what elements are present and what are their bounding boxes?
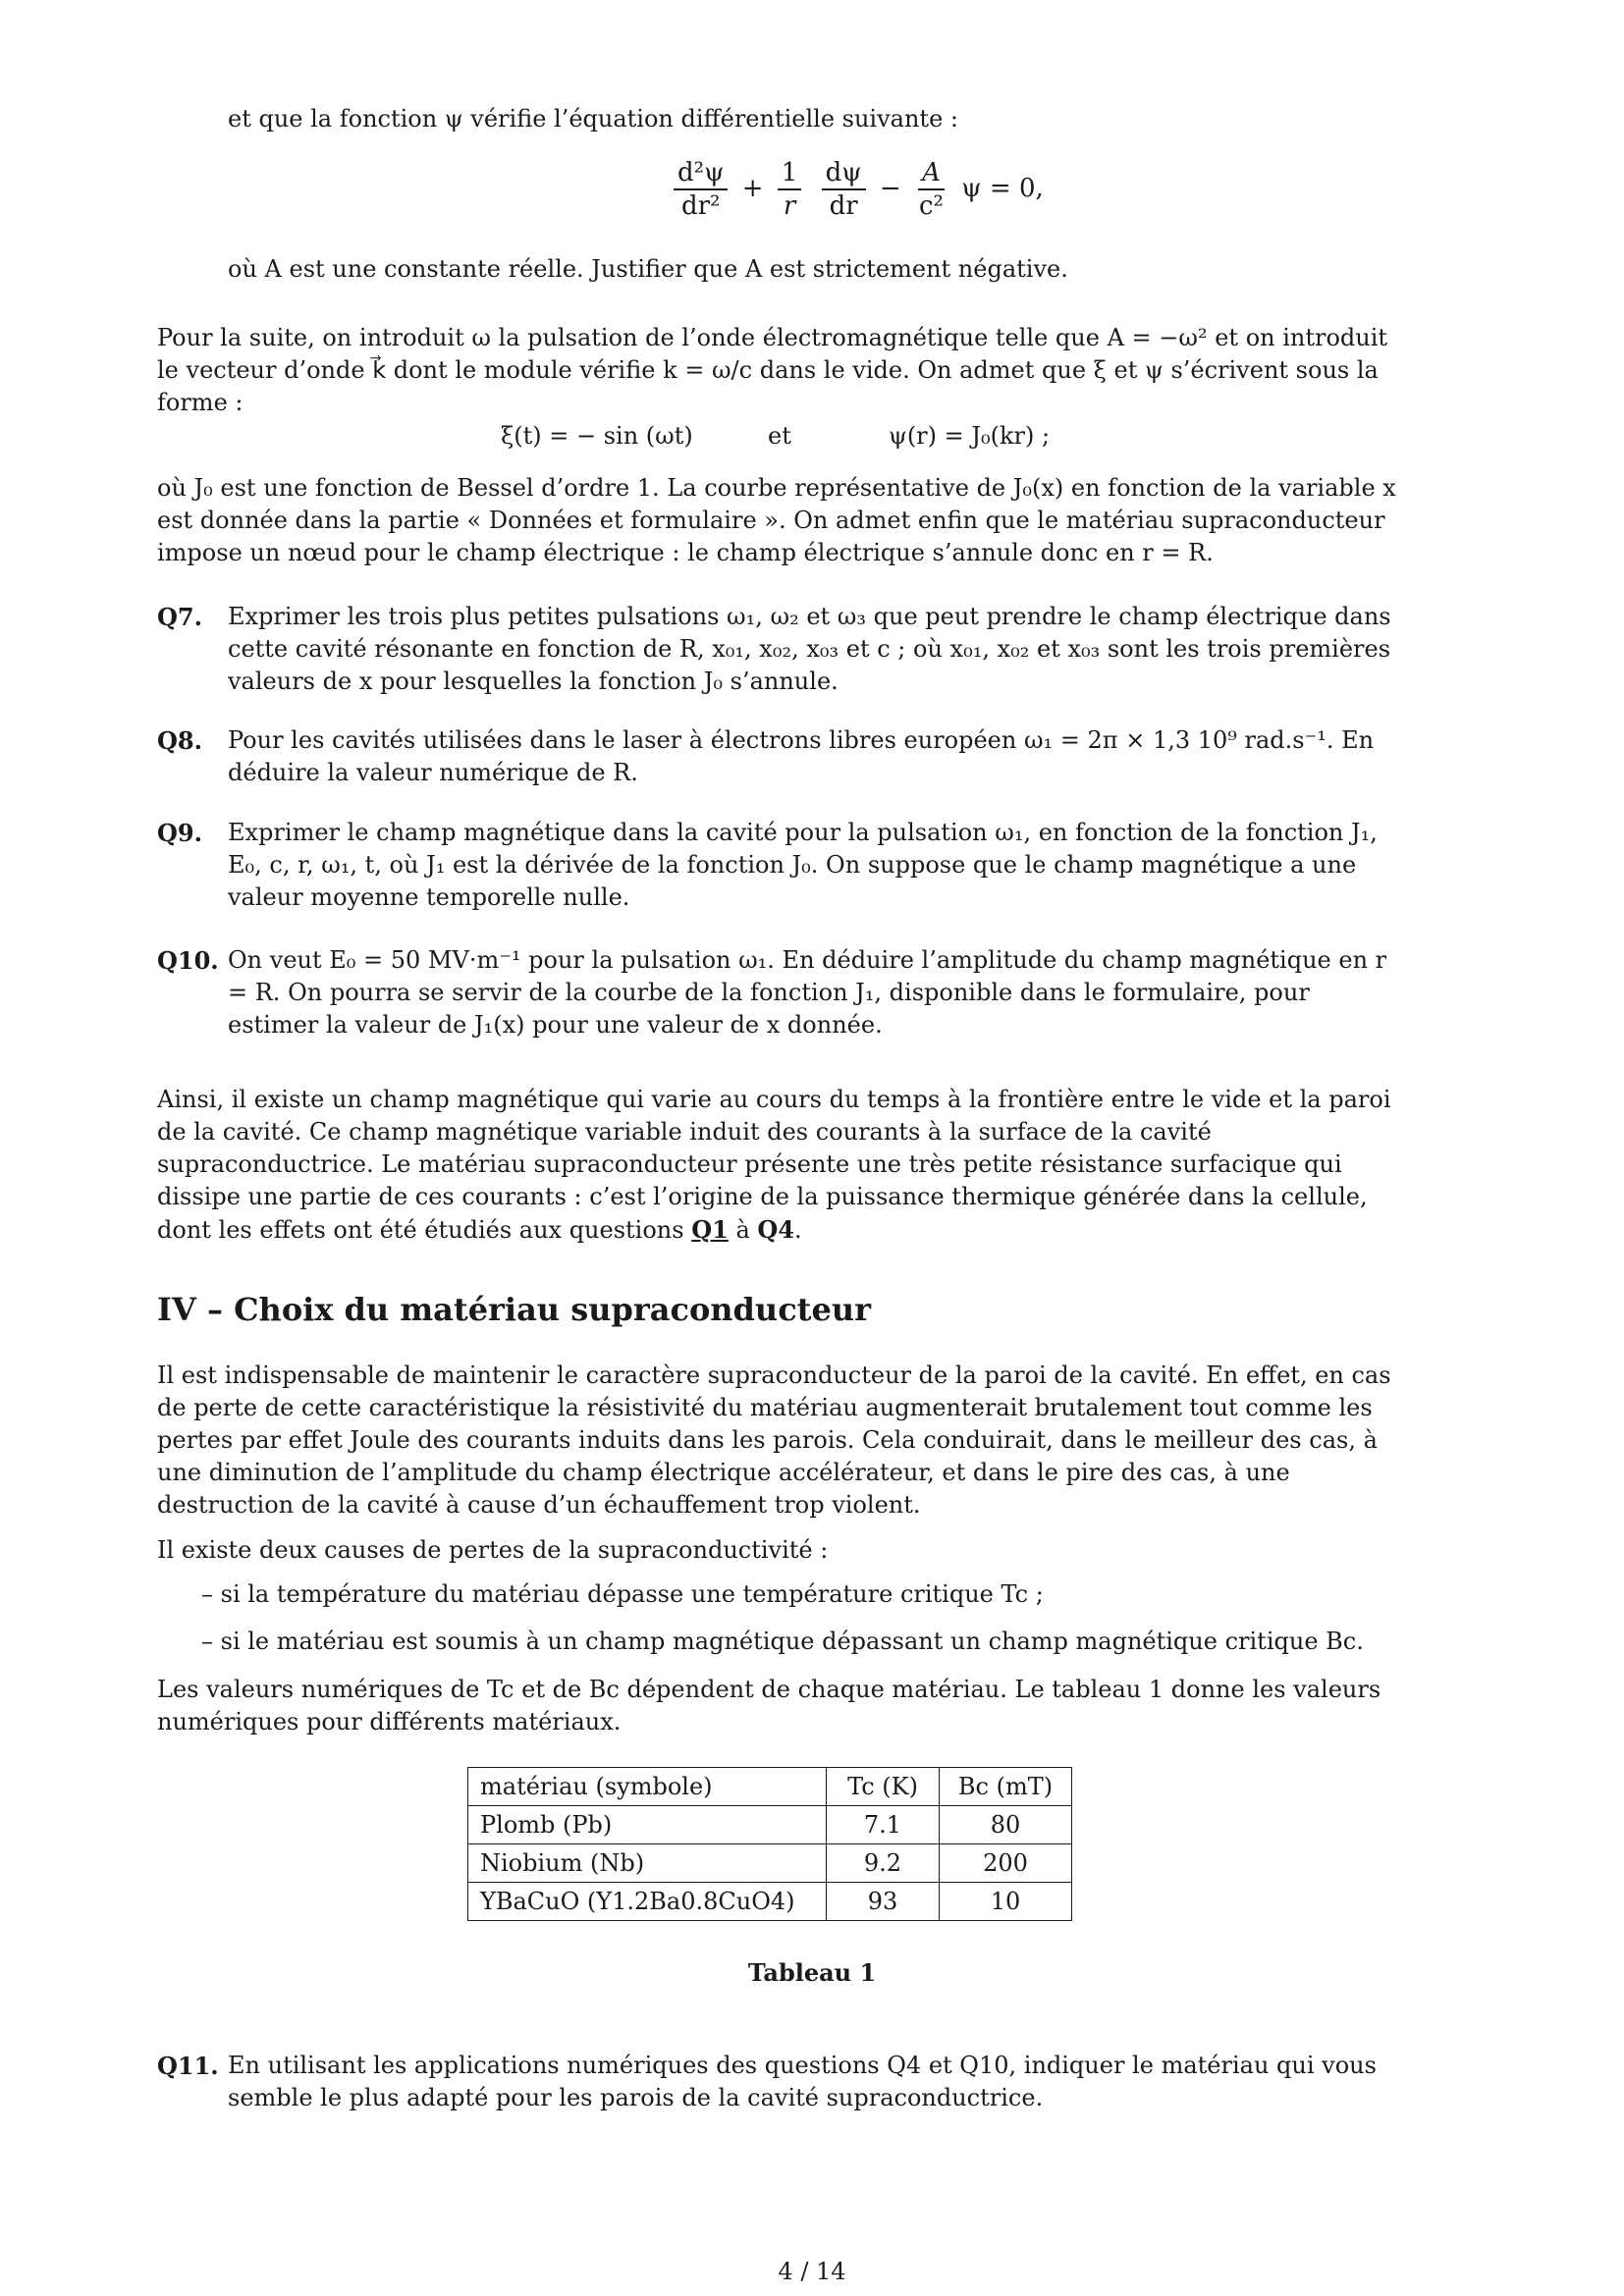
bullet-temperature: – si la température du matériau dépasse une température critique Tc ; xyxy=(201,1580,1044,1608)
ref-q4: Q4 xyxy=(757,1215,795,1244)
materials-table-wrapper xyxy=(467,1767,1072,1921)
table-row: Niobium (Nb) 9.2 200 xyxy=(468,1844,1072,1883)
intro-line-1: et que la fonction ψ vérifie l’équation différentielle suivante : xyxy=(228,105,958,133)
frac-d2psi: $\frac{\text{d²ψ}}{\text{dr²}}$ xyxy=(674,157,728,222)
bullet-magnetic-field: – si le matériau est soumis à un champ magnétique dépassant un champ magnétique critique Bc. xyxy=(201,1628,1364,1655)
intro-line-2: où A est une constante réelle. Justifier que A est strictement négative. xyxy=(228,255,1068,283)
header-tc: Tc (K) xyxy=(827,1768,940,1806)
paragraph-bessel: où J₀ est une fonction de Bessel d’ordre 1. La courbe représentative de J₀(x) en fonction de la variable x est donnée dans la partie « Données et formulaire ». On admet enfin que le matériau supraconducteur impose un nœud pour le champ électrique : le champ électrique s’annule donc en r = R. xyxy=(157,474,1396,566)
table-caption: Tableau 1 xyxy=(747,1958,877,1987)
paragraph-causes: Il existe deux causes de pertes de la supraconductivité : xyxy=(157,1536,829,1564)
table-header-row xyxy=(468,1768,1072,1806)
paragraph-table-intro: Les valeurs numériques de Tc et de Bc dépendent de chaque matériau. Le tableau 1 donne les valeurs numériques pour différents matériaux. xyxy=(157,1676,1381,1735)
frac-dpsi-dr: $\frac{d\psi}{dr}$ xyxy=(822,157,866,222)
psi-equation: ψ(r) = J₀(kr) ; xyxy=(889,422,1051,450)
document-page: et que la fonction ψ vérifie l’équation différentielle suivante : $\frac{\text{d²ψ}}{\text{dr²}}$ + $\frac{1}{r}$ $\frac{d\psi}{dr}$ − $\frac{A}{\text{c²}}$ ψ = 0, où A est une constante réelle. Justifier que A est strictement négative. Pour la suite, on introduit ω la pulsation de l’onde électromagnétique telle que A = −ω² et on introduit le vecteur d’onde k⃗ dont le module vérifie k = ω/c dans le vide. On admet que ξ et ψ s’écrivent sous la forme : ξ(t) = − sin (ωt) et ψ(r) = J₀(kr) ; où J₀ est une fonction de Bessel d’ordre 1. La courbe représentative de J₀(x) en fonction de la variable x est donnée dans la partie « Données et formulaire ». On admet enfin que le matériau supraconducteur impose un nœud pour le champ électrique : le champ électrique s’annule donc en r = R. Q7. Exprimer les trois plus petites pulsations ω₁, ω₂ et ω₃ que peut prendre le champ électrique dans cette cavité résonante en fonction de R, x₀₁, x₀₂, x₀₃ et c ; où x₀₁, x₀₂ et x₀₃ sont les trois premières valeurs de x pour lesquelles la fonction J₀ s’annule. Q8. Pour les cavités utilisées dans le laser à électrons libres européen ω₁ = 2π × 1,3 10⁹ rad.s⁻¹. En déduire la valeur numérique de R. Q9. Exprimer le champ magnétique dans la cavité pour la pulsation ω₁, en fonction de la fonction J₁, E₀, c, r, ω₁, t, où J₁ est la dérivée de la fonction J₀. On suppose que le champ magnétique a une valeur moyenne temporelle nulle. Q10. On veut E₀ = 50 MV·m⁻¹ pour la pulsation ω₁. En déduire l’amplitude du champ magnétique en r = R. On pourra se servir de la courbe de la fonction J₁, disponible dans le formulaire, pour estimer la valeur de J₁(x) pour une valeur de x donnée. Ainsi, il existe un champ magnétique qui varie au cours du temps à la frontière entre le vide et la paroi de la cavité. Ce champ magnétique variable induit des courants à la surface de la cavité supraconductrice. Le matériau supraconducteur présente une très petite résistance surfacique qui dissipe une partie de ces courants : c’est l’origine de la puissance thermique générée dans la cellule, dont les effets ont été étudiés aux questions Q1 à Q4. IV – Choix du matériau supraconducteur Il est indispensable de maintenir le caractère supraconducteur de la paroi de la cavité. En effet, en cas de perte de cette caractéristique la résistivité du matériau augmenterait brutalement tout comme les pertes par effet Joule des courants induits dans les parois. Cela conduirait, dans le meilleur des cas, à une diminution de l’amplitude du champ électrique accélérateur, et dans le pire des cas, à une destruction de la cavité à cause d’un échauffement trop violent. Il existe deux causes de pertes de la supraconductivité : – si la température du matériau dépasse une température critique Tc ; – si le matériau est soumis à un champ magnétique dépassant un champ magnétique critique Bc. Les valeurs numériques de Tc et de Bc dépendent de chaque matériau. Le tableau 1 donne les valeurs numériques pour différents matériaux. matériau (symbole) Tc (K) Bc (mT) Plomb (Pb) 7.1 80 Niobium (Nb) 9.2 200 YBaCuO (Y1.2Ba0.8CuO4) 93 10 Tableau 1 Q11. En utilisant les applications numériques des questions Q4 et Q10, indiquer le matériau qui vous semble le plus adapté pour les parois de la cavité supraconductrice. 4 / 14 xyxy=(0,0,1624,2296)
xi-equation: ξ(t) = − sin (ωt) xyxy=(501,422,693,450)
frac-a-over-c2: $\frac{A}{\text{c²}}$ xyxy=(918,158,944,221)
header-material: matériau (symbole) xyxy=(468,1768,827,1806)
paragraph-magnetic-field: Ainsi, il existe un champ magnétique qui varie au cours du temps à la frontière entre le vide et la paroi de la cavité. Ce champ magnétique variable induit des courants à la surface de la cavité supraconductrice. Le matériau supraconducteur présente une très petite résistance surfacique qui dissipe une partie de ces courants : c’est l’origine de la puissance thermique générée dans la cellule, dont les effets ont été étudiés aux questions Q1 à Q4. xyxy=(157,1086,1391,1244)
section-title: IV – Choix du matériau supraconducteur xyxy=(157,1291,871,1328)
table-row: YBaCuO (Y1.2Ba0.8CuO4) 93 10 xyxy=(468,1883,1072,1921)
table-row: Plomb (Pb) 7.1 80 xyxy=(468,1806,1072,1844)
differential-equation: $\frac{\text{d²ψ}}{\text{dr²}}$ + $\frac{1}{r}$ $\frac{d\psi}{dr}$ − $\frac{A}{\text{c²}}$ ψ = 0, xyxy=(668,157,1044,222)
link-q1[interactable]: Q1 xyxy=(691,1215,729,1244)
page-number: 4 / 14 xyxy=(778,2258,846,2285)
materials-table xyxy=(467,1767,1072,1921)
paragraph-superconductivity: Il est indispensable de maintenir le caractère supraconducteur de la paroi de la cavité. En effet, en cas de perte de cette caractéristique la résistivité du matériau augmenterait brutalement tout comme les pertes par effet Joule des courants induits dans les parois. Cela conduirait, dans le meilleur des cas, à une diminution de l’amplitude du champ électrique accélérateur, et dans le pire des cas, à une destruction de la cavité à cause d’un échauffement trop violent. xyxy=(157,1362,1391,1519)
paragraph-pulsation: Pour la suite, on introduit ω la pulsation de l’onde électromagnétique telle que A = −ω² et on introduit le vecteur d’onde k⃗ dont le module vérifie k = ω/c dans le vide. On admet que ξ et ψ s’écrivent sous la forme : xyxy=(157,324,1388,416)
header-bc: Bc (mT) xyxy=(940,1768,1072,1806)
frac-1-over-r: $\frac{1}{r}$ xyxy=(778,157,802,222)
eq-connector: et xyxy=(768,422,791,450)
